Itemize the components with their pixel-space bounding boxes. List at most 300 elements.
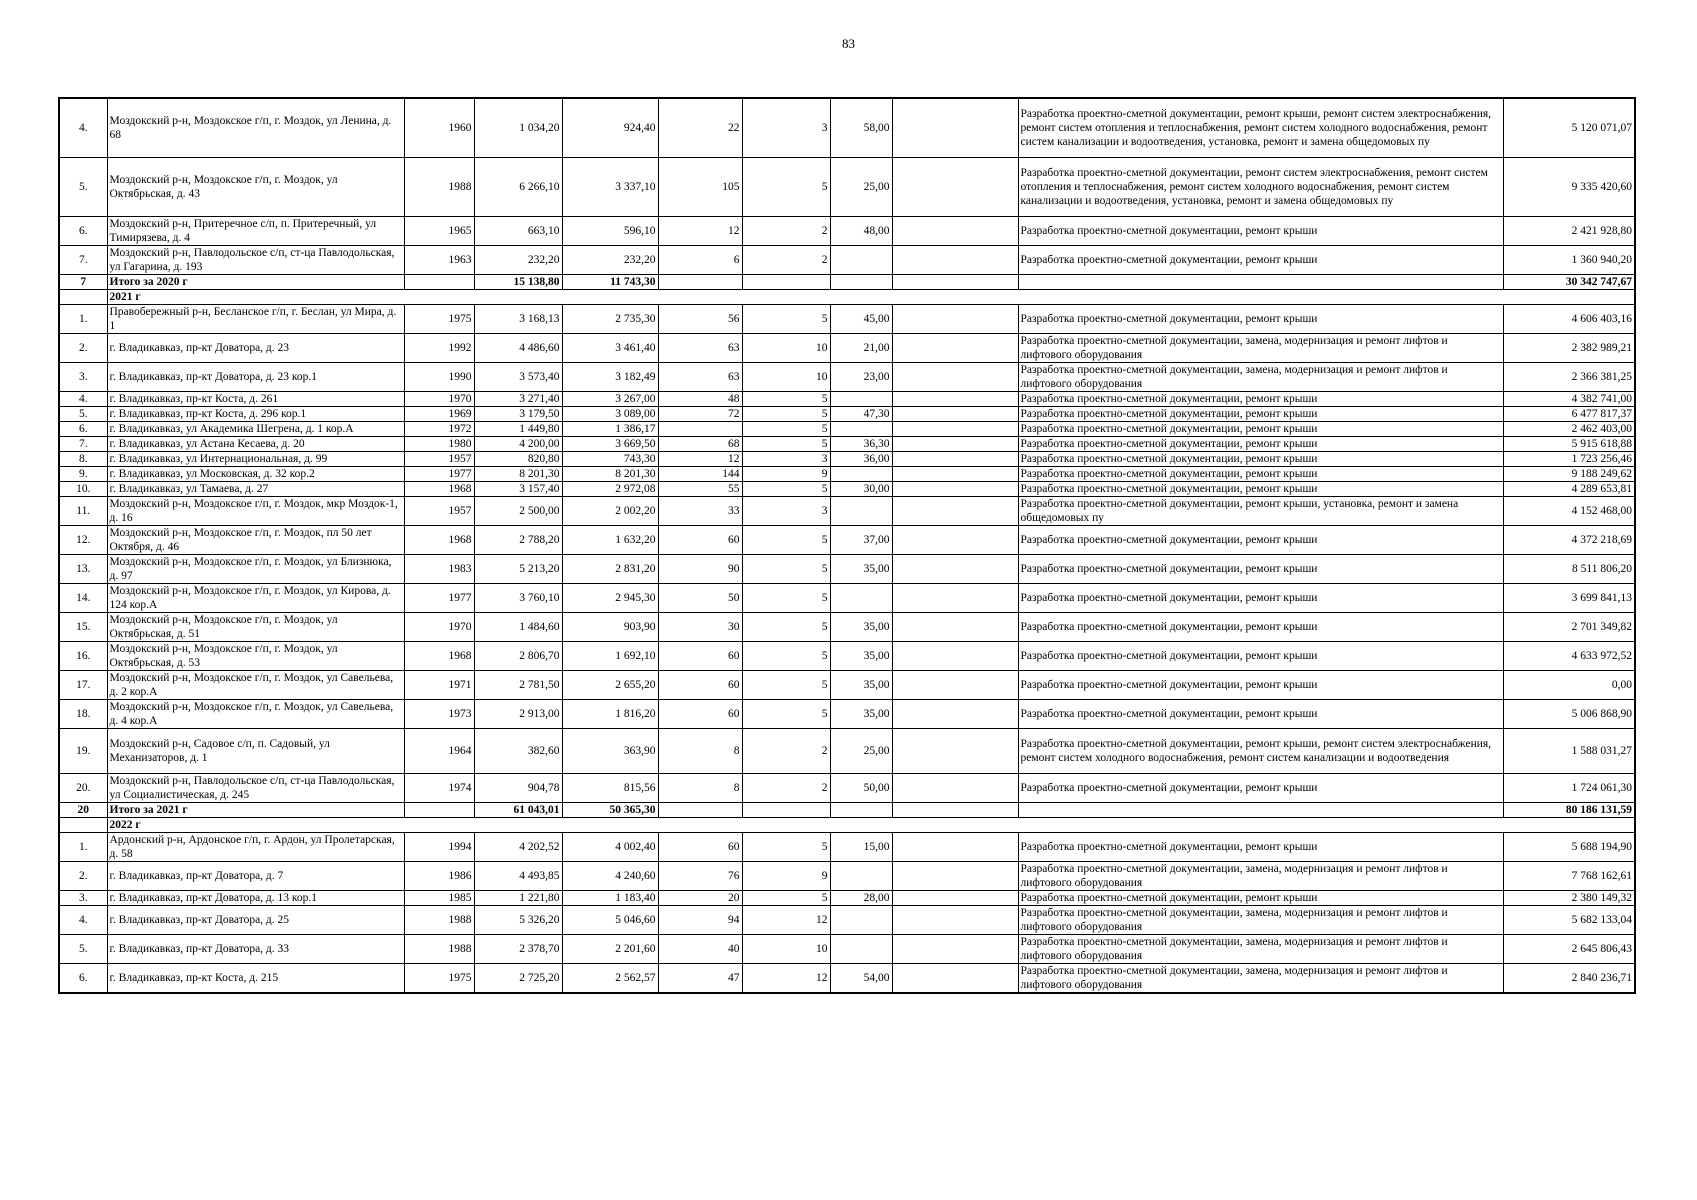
wear-percent: 36,00 bbox=[830, 452, 892, 467]
empty-column bbox=[892, 584, 1018, 613]
wear-percent bbox=[830, 584, 892, 613]
address: Моздокский р-н, Моздокское г/п, г. Моздок, ул Савельева, д. 2 кор.А bbox=[107, 671, 404, 700]
residents: 56 bbox=[658, 305, 742, 334]
work-types: Разработка проектно-сметной документации, замена, модернизация и ремонт лифтов и лифтового оборудования bbox=[1018, 964, 1503, 994]
table-row bbox=[59, 392, 1635, 407]
work-types: Разработка проектно-сметной документации, ремонт крыши bbox=[1018, 613, 1503, 642]
empty-column bbox=[892, 729, 1018, 774]
address: Моздокский р-н, Притеречное с/п, п. Притеречный, ул Тимирязева, д. 4 bbox=[107, 217, 404, 246]
address: г. Владикавказ, ул Астана Кесаева, д. 20 bbox=[107, 437, 404, 452]
residents: 8 bbox=[658, 729, 742, 774]
work-types: Разработка проектно-сметной документации, ремонт крыши bbox=[1018, 467, 1503, 482]
wear-percent: 23,00 bbox=[830, 363, 892, 392]
total-area: 6 266,10 bbox=[474, 158, 562, 217]
address: г. Владикавказ, пр-кт Доватора, д. 23 кор.1 bbox=[107, 363, 404, 392]
empty-column bbox=[892, 334, 1018, 363]
work-types: Разработка проектно-сметной документации, замена, модернизация и ремонт лифтов и лифтового оборудования bbox=[1018, 363, 1503, 392]
wear-percent: 45,00 bbox=[830, 305, 892, 334]
residents: 40 bbox=[658, 935, 742, 964]
empty-column bbox=[892, 467, 1018, 482]
floors: 5 bbox=[742, 407, 830, 422]
wear-percent bbox=[830, 467, 892, 482]
row-number: 4. bbox=[59, 98, 107, 158]
address: г. Владикавказ, пр-кт Коста, д. 215 bbox=[107, 964, 404, 994]
wear-percent: 35,00 bbox=[830, 671, 892, 700]
cost: 2 421 928,80 bbox=[1503, 217, 1635, 246]
repair-program-table bbox=[58, 97, 1636, 994]
residents: 22 bbox=[658, 98, 742, 158]
living-area: 2 655,20 bbox=[562, 671, 658, 700]
total-area: 904,78 bbox=[474, 774, 562, 803]
row-number: 7 bbox=[59, 275, 107, 290]
floors: 5 bbox=[742, 555, 830, 584]
floors: 5 bbox=[742, 671, 830, 700]
empty-column bbox=[892, 217, 1018, 246]
residents: 105 bbox=[658, 158, 742, 217]
total-area: 2 725,20 bbox=[474, 964, 562, 994]
address: г. Владикавказ, ул Интернациональная, д. 99 bbox=[107, 452, 404, 467]
address: г. Владикавказ, ул Академика Шегрена, д. 1 кор.А bbox=[107, 422, 404, 437]
year-built: 1975 bbox=[404, 964, 474, 994]
residents: 90 bbox=[658, 555, 742, 584]
row-number: 1. bbox=[59, 305, 107, 334]
year-built: 1990 bbox=[404, 363, 474, 392]
cost: 2 840 236,71 bbox=[1503, 964, 1635, 994]
address: Моздокский р-н, Моздокское г/п, г. Моздок, ул Октябрьская, д. 53 bbox=[107, 642, 404, 671]
residents bbox=[658, 275, 742, 290]
wear-percent bbox=[830, 275, 892, 290]
table-row bbox=[59, 833, 1635, 862]
table-body bbox=[59, 98, 1635, 993]
page-number: 83 bbox=[842, 36, 855, 51]
wear-percent bbox=[830, 803, 892, 818]
address: Моздокский р-н, Моздокское г/п, г. Моздок, ул Октябрьская, д. 51 bbox=[107, 613, 404, 642]
total-row bbox=[59, 275, 1635, 290]
floors: 5 bbox=[742, 642, 830, 671]
total-area: 3 573,40 bbox=[474, 363, 562, 392]
work-types: Разработка проектно-сметной документации, ремонт крыши bbox=[1018, 526, 1503, 555]
row-number: 11. bbox=[59, 497, 107, 526]
year-built: 1988 bbox=[404, 158, 474, 217]
total-area: 663,10 bbox=[474, 217, 562, 246]
cost: 2 645 806,43 bbox=[1503, 935, 1635, 964]
total-area: 3 168,13 bbox=[474, 305, 562, 334]
wear-percent: 25,00 bbox=[830, 158, 892, 217]
floors: 5 bbox=[742, 158, 830, 217]
floors: 5 bbox=[742, 584, 830, 613]
floors: 2 bbox=[742, 729, 830, 774]
floors: 12 bbox=[742, 906, 830, 935]
floors: 10 bbox=[742, 935, 830, 964]
residents: 6 bbox=[658, 246, 742, 275]
address: Моздокский р-н, Моздокское г/п, г. Моздок, ул Октябрьская, д. 43 bbox=[107, 158, 404, 217]
address: г. Владикавказ, пр-кт Коста, д. 261 bbox=[107, 392, 404, 407]
year-built: 1969 bbox=[404, 407, 474, 422]
living-area: 11 743,30 bbox=[562, 275, 658, 290]
year-built: 1968 bbox=[404, 642, 474, 671]
total-area: 8 201,30 bbox=[474, 467, 562, 482]
wear-percent: 15,00 bbox=[830, 833, 892, 862]
residents: 94 bbox=[658, 906, 742, 935]
address: Правобережный р-н, Бесланское г/п, г. Беслан, ул Мира, д. 1 bbox=[107, 305, 404, 334]
year-built: 1977 bbox=[404, 584, 474, 613]
work-types: Разработка проектно-сметной документации, ремонт крыши bbox=[1018, 700, 1503, 729]
address: Моздокский р-н, Моздокское г/п, г. Моздок, ул Кирова, д. 124 кор.А bbox=[107, 584, 404, 613]
cost: 7 768 162,61 bbox=[1503, 862, 1635, 891]
residents: 8 bbox=[658, 774, 742, 803]
floors: 10 bbox=[742, 363, 830, 392]
wear-percent: 48,00 bbox=[830, 217, 892, 246]
row-number: 1. bbox=[59, 833, 107, 862]
year-built: 1968 bbox=[404, 482, 474, 497]
row-number: 6. bbox=[59, 422, 107, 437]
empty-column bbox=[892, 422, 1018, 437]
residents: 30 bbox=[658, 613, 742, 642]
address: г. Владикавказ, пр-кт Доватора, д. 25 bbox=[107, 906, 404, 935]
floors: 5 bbox=[742, 482, 830, 497]
total-area: 3 271,40 bbox=[474, 392, 562, 407]
row-number: 4. bbox=[59, 392, 107, 407]
wear-percent: 35,00 bbox=[830, 613, 892, 642]
table-row bbox=[59, 729, 1635, 774]
table-row bbox=[59, 452, 1635, 467]
row-number: 2. bbox=[59, 862, 107, 891]
row-number: 14. bbox=[59, 584, 107, 613]
total-area: 820,80 bbox=[474, 452, 562, 467]
floors: 10 bbox=[742, 334, 830, 363]
table-row bbox=[59, 642, 1635, 671]
work-types: Разработка проектно-сметной документации, ремонт крыши bbox=[1018, 422, 1503, 437]
residents: 47 bbox=[658, 964, 742, 994]
empty-column bbox=[892, 98, 1018, 158]
year-built: 1963 bbox=[404, 246, 474, 275]
work-types: Разработка проектно-сметной документации, ремонт крыши bbox=[1018, 392, 1503, 407]
floors: 5 bbox=[742, 526, 830, 555]
living-area: 2 831,20 bbox=[562, 555, 658, 584]
wear-percent bbox=[830, 246, 892, 275]
cost: 2 380 149,32 bbox=[1503, 891, 1635, 906]
year-label: 2021 г bbox=[107, 290, 1635, 305]
total-area: 1 034,20 bbox=[474, 98, 562, 158]
address: г. Владикавказ, пр-кт Доватора, д. 33 bbox=[107, 935, 404, 964]
work-types: Разработка проектно-сметной документации, ремонт систем электроснабжения, ремонт систем отопления и теплоснабжения, ремонт систем холодного водоснабжения, ремонт систем канализации и водоотведения, установка, ремонт и замена общедомовых пу bbox=[1018, 158, 1503, 217]
cost: 5 120 071,07 bbox=[1503, 98, 1635, 158]
total-area: 4 486,60 bbox=[474, 334, 562, 363]
residents: 60 bbox=[658, 833, 742, 862]
table-row bbox=[59, 906, 1635, 935]
cost: 80 186 131,59 bbox=[1503, 803, 1635, 818]
work-types: Разработка проектно-сметной документации, ремонт крыши bbox=[1018, 642, 1503, 671]
row-number: 3. bbox=[59, 891, 107, 906]
year-built: 1960 bbox=[404, 98, 474, 158]
work-types: Разработка проектно-сметной документации, замена, модернизация и ремонт лифтов и лифтового оборудования bbox=[1018, 334, 1503, 363]
address: г. Владикавказ, ул Тамаева, д. 27 bbox=[107, 482, 404, 497]
table-row bbox=[59, 437, 1635, 452]
address: Моздокский р-н, Садовое с/п, п. Садовый, ул Механизаторов, д. 1 bbox=[107, 729, 404, 774]
residents: 12 bbox=[658, 217, 742, 246]
total-area: 2 500,00 bbox=[474, 497, 562, 526]
empty-column bbox=[892, 555, 1018, 584]
residents: 72 bbox=[658, 407, 742, 422]
year-built: 1970 bbox=[404, 392, 474, 407]
residents: 55 bbox=[658, 482, 742, 497]
work-types: Разработка проектно-сметной документации, ремонт крыши, установка, ремонт и замена общедомовых пу bbox=[1018, 497, 1503, 526]
floors: 2 bbox=[742, 774, 830, 803]
work-types: Разработка проектно-сметной документации, ремонт крыши bbox=[1018, 482, 1503, 497]
total-area: 3 157,40 bbox=[474, 482, 562, 497]
empty-column bbox=[892, 305, 1018, 334]
living-area: 2 735,30 bbox=[562, 305, 658, 334]
year-built: 1968 bbox=[404, 526, 474, 555]
total-area: 5 213,20 bbox=[474, 555, 562, 584]
living-area: 3 182,49 bbox=[562, 363, 658, 392]
row-number: 19. bbox=[59, 729, 107, 774]
table-row bbox=[59, 217, 1635, 246]
floors: 5 bbox=[742, 700, 830, 729]
floors: 5 bbox=[742, 305, 830, 334]
living-area: 743,30 bbox=[562, 452, 658, 467]
total-area: 15 138,80 bbox=[474, 275, 562, 290]
address: Моздокский р-н, Павлодольское с/п, ст-ца Павлодольская, ул Гагарина, д. 193 bbox=[107, 246, 404, 275]
living-area: 3 669,50 bbox=[562, 437, 658, 452]
empty-column bbox=[892, 774, 1018, 803]
living-area: 2 562,57 bbox=[562, 964, 658, 994]
cost: 1 724 061,30 bbox=[1503, 774, 1635, 803]
floors: 5 bbox=[742, 422, 830, 437]
table-row bbox=[59, 158, 1635, 217]
wear-percent: 28,00 bbox=[830, 891, 892, 906]
living-area: 3 089,00 bbox=[562, 407, 658, 422]
cost: 2 382 989,21 bbox=[1503, 334, 1635, 363]
table-row bbox=[59, 613, 1635, 642]
living-area: 815,56 bbox=[562, 774, 658, 803]
row-number: 3. bbox=[59, 363, 107, 392]
table-row bbox=[59, 407, 1635, 422]
total-row bbox=[59, 803, 1635, 818]
work-types: Разработка проектно-сметной документации, ремонт крыши bbox=[1018, 891, 1503, 906]
empty-column bbox=[892, 482, 1018, 497]
empty-column bbox=[892, 671, 1018, 700]
wear-percent: 54,00 bbox=[830, 964, 892, 994]
year-built: 1988 bbox=[404, 935, 474, 964]
table-row bbox=[59, 671, 1635, 700]
year-built: 1957 bbox=[404, 497, 474, 526]
empty-column bbox=[892, 935, 1018, 964]
residents: 12 bbox=[658, 452, 742, 467]
wear-percent: 25,00 bbox=[830, 729, 892, 774]
wear-percent: 35,00 bbox=[830, 700, 892, 729]
row-number: 20 bbox=[59, 803, 107, 818]
address: Моздокский р-н, Моздокское г/п, г. Моздок, мкр Моздок-1, д. 16 bbox=[107, 497, 404, 526]
living-area: 2 002,20 bbox=[562, 497, 658, 526]
cost: 3 699 841,13 bbox=[1503, 584, 1635, 613]
year-built: 1957 bbox=[404, 452, 474, 467]
table-row bbox=[59, 862, 1635, 891]
living-area: 4 240,60 bbox=[562, 862, 658, 891]
table-row bbox=[59, 935, 1635, 964]
address: Моздокский р-н, Павлодольское с/п, ст-ца Павлодольская, ул Социалистическая, д. 245 bbox=[107, 774, 404, 803]
table-row bbox=[59, 334, 1635, 363]
work-types bbox=[1018, 803, 1503, 818]
total-area: 382,60 bbox=[474, 729, 562, 774]
year-built bbox=[404, 803, 474, 818]
row-number bbox=[59, 818, 107, 833]
cost: 1 588 031,27 bbox=[1503, 729, 1635, 774]
residents: 60 bbox=[658, 671, 742, 700]
wear-percent: 36,30 bbox=[830, 437, 892, 452]
floors: 2 bbox=[742, 217, 830, 246]
address: г. Владикавказ, ул Московская, д. 32 кор.2 bbox=[107, 467, 404, 482]
floors: 5 bbox=[742, 613, 830, 642]
empty-column bbox=[892, 392, 1018, 407]
row-number: 7. bbox=[59, 437, 107, 452]
cost: 1 723 256,46 bbox=[1503, 452, 1635, 467]
residents bbox=[658, 422, 742, 437]
table-row bbox=[59, 891, 1635, 906]
total-area: 2 781,50 bbox=[474, 671, 562, 700]
living-area: 1 183,40 bbox=[562, 891, 658, 906]
table-row bbox=[59, 98, 1635, 158]
total-area: 2 378,70 bbox=[474, 935, 562, 964]
floors: 9 bbox=[742, 467, 830, 482]
cost: 2 701 349,82 bbox=[1503, 613, 1635, 642]
empty-column bbox=[892, 437, 1018, 452]
living-area: 232,20 bbox=[562, 246, 658, 275]
cost: 4 289 653,81 bbox=[1503, 482, 1635, 497]
living-area: 8 201,30 bbox=[562, 467, 658, 482]
residents: 60 bbox=[658, 700, 742, 729]
row-number: 5. bbox=[59, 935, 107, 964]
work-types: Разработка проектно-сметной документации, ремонт крыши bbox=[1018, 305, 1503, 334]
floors: 5 bbox=[742, 437, 830, 452]
address: г. Владикавказ, пр-кт Доватора, д. 13 кор.1 bbox=[107, 891, 404, 906]
wear-percent: 21,00 bbox=[830, 334, 892, 363]
floors: 5 bbox=[742, 891, 830, 906]
work-types: Разработка проектно-сметной документации, ремонт крыши, ремонт систем электроснабжения, ремонт систем отопления и теплоснабжения, ремонт систем холодного водоснабжения, ремонт систем канализации и водоотведения, установка, ремонт и замена общедомовых пу bbox=[1018, 98, 1503, 158]
floors: 5 bbox=[742, 392, 830, 407]
address: Моздокский р-н, Моздокское г/п, г. Моздок, ул Ленина, д. 68 bbox=[107, 98, 404, 158]
address: Итого за 2021 г bbox=[107, 803, 404, 818]
table-row bbox=[59, 526, 1635, 555]
wear-percent: 35,00 bbox=[830, 555, 892, 584]
total-area: 1 449,80 bbox=[474, 422, 562, 437]
total-area: 4 493,85 bbox=[474, 862, 562, 891]
address: г. Владикавказ, пр-кт Доватора, д. 7 bbox=[107, 862, 404, 891]
table-row bbox=[59, 305, 1635, 334]
empty-column bbox=[892, 642, 1018, 671]
table-row bbox=[59, 422, 1635, 437]
wear-percent: 30,00 bbox=[830, 482, 892, 497]
living-area: 1 692,10 bbox=[562, 642, 658, 671]
total-area: 232,20 bbox=[474, 246, 562, 275]
wear-percent: 58,00 bbox=[830, 98, 892, 158]
year-built: 1965 bbox=[404, 217, 474, 246]
empty-column bbox=[892, 407, 1018, 422]
row-number: 6. bbox=[59, 217, 107, 246]
wear-percent bbox=[830, 422, 892, 437]
year-header-row bbox=[59, 290, 1635, 305]
empty-column bbox=[892, 803, 1018, 818]
floors bbox=[742, 803, 830, 818]
cost: 5 688 194,90 bbox=[1503, 833, 1635, 862]
empty-column bbox=[892, 452, 1018, 467]
empty-column bbox=[892, 275, 1018, 290]
work-types: Разработка проектно-сметной документации, ремонт крыши bbox=[1018, 217, 1503, 246]
living-area: 903,90 bbox=[562, 613, 658, 642]
table-row bbox=[59, 497, 1635, 526]
table-row bbox=[59, 555, 1635, 584]
row-number: 7. bbox=[59, 246, 107, 275]
work-types: Разработка проектно-сметной документации, замена, модернизация и ремонт лифтов и лифтового оборудования bbox=[1018, 906, 1503, 935]
table-row bbox=[59, 482, 1635, 497]
residents: 60 bbox=[658, 526, 742, 555]
living-area: 1 386,17 bbox=[562, 422, 658, 437]
total-area: 5 326,20 bbox=[474, 906, 562, 935]
cost: 2 366 381,25 bbox=[1503, 363, 1635, 392]
year-built: 1994 bbox=[404, 833, 474, 862]
living-area: 3 337,10 bbox=[562, 158, 658, 217]
empty-column bbox=[892, 906, 1018, 935]
residents: 63 bbox=[658, 363, 742, 392]
cost: 4 606 403,16 bbox=[1503, 305, 1635, 334]
empty-column bbox=[892, 158, 1018, 217]
address: г. Владикавказ, пр-кт Доватора, д. 23 bbox=[107, 334, 404, 363]
wear-percent: 35,00 bbox=[830, 642, 892, 671]
work-types: Разработка проектно-сметной документации, ремонт крыши bbox=[1018, 584, 1503, 613]
year-built: 1983 bbox=[404, 555, 474, 584]
table-row bbox=[59, 246, 1635, 275]
year-built: 1964 bbox=[404, 729, 474, 774]
address: г. Владикавказ, пр-кт Коста, д. 296 кор.1 bbox=[107, 407, 404, 422]
address: Моздокский р-н, Моздокское г/п, г. Моздок, ул Савельева, д. 4 кор.А bbox=[107, 700, 404, 729]
total-area: 1 484,60 bbox=[474, 613, 562, 642]
residents: 33 bbox=[658, 497, 742, 526]
cost: 9 188 249,62 bbox=[1503, 467, 1635, 482]
cost: 1 360 940,20 bbox=[1503, 246, 1635, 275]
row-number: 4. bbox=[59, 906, 107, 935]
year-built: 1970 bbox=[404, 613, 474, 642]
year-built: 1980 bbox=[404, 437, 474, 452]
wear-percent: 50,00 bbox=[830, 774, 892, 803]
row-number bbox=[59, 290, 107, 305]
residents: 76 bbox=[658, 862, 742, 891]
floors: 3 bbox=[742, 452, 830, 467]
cost: 4 372 218,69 bbox=[1503, 526, 1635, 555]
floors: 5 bbox=[742, 833, 830, 862]
wear-percent bbox=[830, 935, 892, 964]
table-row bbox=[59, 774, 1635, 803]
empty-column bbox=[892, 891, 1018, 906]
living-area: 924,40 bbox=[562, 98, 658, 158]
table-row bbox=[59, 584, 1635, 613]
work-types: Разработка проектно-сметной документации, ремонт крыши bbox=[1018, 452, 1503, 467]
year-header-row bbox=[59, 818, 1635, 833]
cost: 8 511 806,20 bbox=[1503, 555, 1635, 584]
living-area: 3 461,40 bbox=[562, 334, 658, 363]
work-types: Разработка проектно-сметной документации, ремонт крыши bbox=[1018, 246, 1503, 275]
total-area: 2 806,70 bbox=[474, 642, 562, 671]
year-built: 1971 bbox=[404, 671, 474, 700]
total-area: 1 221,80 bbox=[474, 891, 562, 906]
floors: 12 bbox=[742, 964, 830, 994]
total-area: 4 200,00 bbox=[474, 437, 562, 452]
wear-percent: 37,00 bbox=[830, 526, 892, 555]
row-number: 9. bbox=[59, 467, 107, 482]
total-area: 2 788,20 bbox=[474, 526, 562, 555]
total-area: 4 202,52 bbox=[474, 833, 562, 862]
year-built: 1985 bbox=[404, 891, 474, 906]
residents bbox=[658, 803, 742, 818]
